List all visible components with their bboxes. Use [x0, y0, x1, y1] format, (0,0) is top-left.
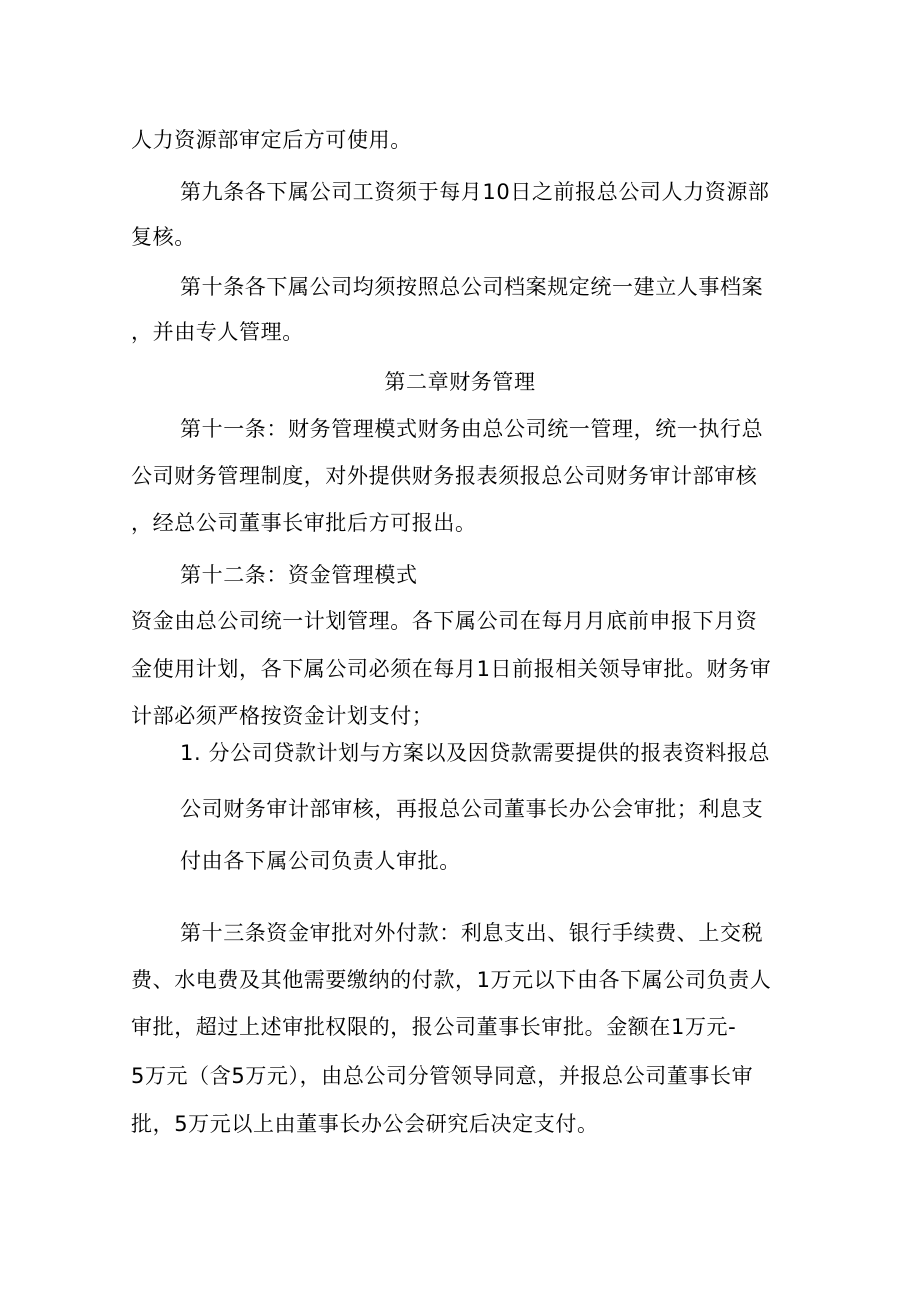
text-line: 资金由总公司统一计划管理。各下属公司在每月月底前申报下月资 [131, 609, 758, 633]
article-12: 第十二条：资金管理模式 [180, 563, 418, 587]
text-line: 付由各下属公司负责人审批。 [180, 849, 461, 873]
chapter-heading: 第二章财务管理 [384, 370, 536, 394]
text-line: 复核。 [131, 225, 196, 249]
text-line: 公司财务审计部审核，再报总公司董事长办公会审批；利息支 [180, 797, 764, 821]
text-line: ，并由专人管理。 [131, 320, 304, 344]
text-line: 计部必须严格按资金计划支付； [131, 704, 434, 728]
text-line: 批，5万元以上由董事长办公会研究后决定支付。 [131, 1112, 599, 1136]
article-9: 第九条各下属公司工资须于每月10日之前报总公司人力资源部 [180, 180, 770, 204]
text-line: 人力资源部审定后方可使用。 [131, 128, 412, 152]
text-line: 费、水电费及其他需要缴纳的付款，1万元以下由各下属公司负责人 [131, 968, 772, 992]
text-line: 审批，超过上述审批权限的，报公司董事长审批。金额在1万元- [131, 1015, 737, 1039]
text-line: 5万元（含5万元），由总公司分管领导同意，并报总公司董事长审 [131, 1064, 754, 1088]
text-line: ，经总公司董事长审批后方可报出。 [131, 511, 477, 535]
list-item-1: 1. 分公司贷款计划与方案以及因贷款需要提供的报表资料报总 [180, 741, 771, 765]
text-line: 公司财务管理制度，对外提供财务报表须报总公司财务审计部审核 [131, 464, 758, 488]
article-13: 第十三条资金审批对外付款：利息支出、银行手续费、上交税 [180, 921, 764, 945]
text-line: 金使用计划，各下属公司必须在每月1日前报相关领导审批。财务审 [131, 657, 772, 681]
article-11: 第十一条：财务管理模式财务由总公司统一管理，统一执行总 [180, 417, 764, 441]
article-10: 第十条各下属公司均须按照总公司档案规定统一建立人事档案 [180, 275, 764, 299]
